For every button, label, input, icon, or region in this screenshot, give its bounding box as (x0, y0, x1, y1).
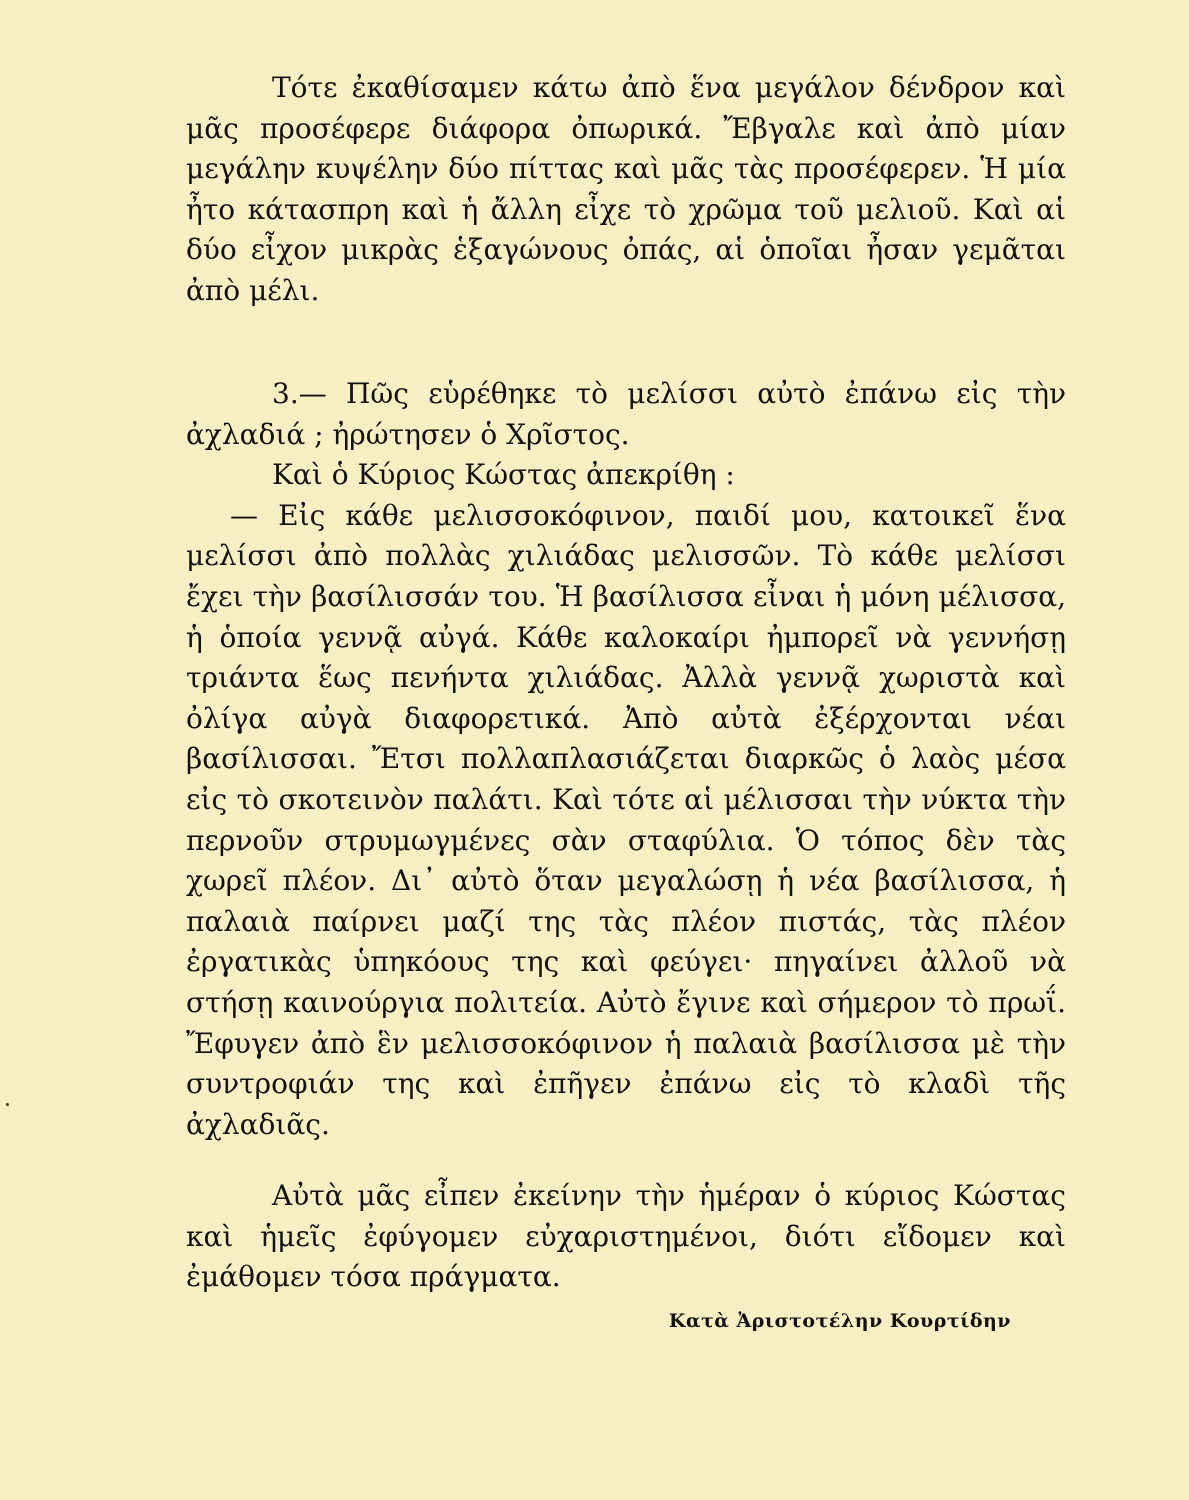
author-attribution: Κατὰ Ἀριστοτέλην Κουρτίδην (668, 1310, 1011, 1332)
paragraph-text: Τότε ἐκαθίσαμεν κάτω ἀπὸ ἕνα μεγάλον δένδρον καὶ μᾶς προσέφερε διάφορα ὀπωρικά. Ἔβγαλε καὶ ἀπὸ μίαν μεγάλην κυψέλην δύο πίττας καὶ μᾶς τὰς προσέφερεν. Ἡ μία ἦτο κάτασπρη καὶ ἡ ἄλλη εἶχε τὸ χρῶμα τοῦ μελιοῦ. Καὶ αἱ δύο εἶχον μικρὰς ἑξαγώνους ὀπάς, αἱ ὁποῖαι ἦσαν γεμᾶται ἀπὸ μέλι. (186, 71, 1066, 307)
reply-intro: Καὶ ὁ Κύριος Κώστας ἀπεκρίθη : (272, 458, 735, 492)
paragraph-opening (186, 68, 1066, 312)
explanation-paragraph: — Εἰς κάθε μελισσοκόφινον, παιδί μου, κατοικεῖ ἕνα μελίσσι ἀπὸ πολλὰς χιλιάδας μελισσῶν. Τὸ κάθε μελίσσι ἔχει τὴν βασίλισσάν του. Ἡ βασίλισσα εἶναι ἡ μόνη μέλισσα, ἡ ὁποία γεννᾷ αὐγά. Κάθε καλοκαίρι ἠμπορεῖ νὰ γεννήσῃ τριάντα ἕως πενήντα χιλιάδας. Ἀλλὰ γεννᾷ χωριστὰ καὶ ὀλίγα αὐγὰ διαφορετικά. Ἀπὸ αὐτὰ ἐξέρχονται νέαι βασίλισσαι. Ἔτσι πολλαπλασιάζεται διαρκῶς ὁ λαὸς μέσα εἰς τὸ σκοτεινὸν παλάτι. Καὶ τότε αἱ μέλισσαι τὴν νύκτα τὴν περνοῦν στρυμωγμένες σὰν σταφύλια. Ὁ τόπος δὲν τὰς χωρεῖ πλέον. Δι᾿ αὐτὸ ὅταν μεγαλώσῃ ἡ νέα βασίλισσα, ἡ παλαιὰ παίρνει μαζί της τὰς πλέον πιστάς, τὰς πλέον ἐργατικὰς ὑπηκόους της καὶ φεύγει· πηγαίνει ἀλλοῦ νὰ στήσῃ καινούργια πολιτεία. Αὐτὸ ἔγινε καὶ σήμερον τὸ πρωΐ. Ἔφυγεν ἀπὸ ἓν μελισσοκόφινον ἡ παλαιὰ βασίλισσα μὲ τὴν συντροφιάν της καὶ ἐπῆγεν ἐπάνω εἰς τὸ κλαδὶ τῆς ἀχλαδιᾶς. (186, 498, 1066, 1141)
paragraph-closing (186, 1176, 1066, 1298)
question-paragraph: 3.— Πῶς εὑρέθηκε τὸ μελίσσι αὐτὸ ἐπάνω εἰς τὴν ἀχλαδιά ; ἠρώτησεν ὁ Χρῖστος. (186, 377, 1066, 451)
paragraph-text: Αὐτὰ μᾶς εἶπεν ἐκείνην τὴν ἡμέραν ὁ κύριος Κώστας καὶ ἡμεῖς ἐφύγομεν εὐχαριστημένοι, διότι εἴδομεν καὶ ἐμάθομεν τόσα πράγματα. (186, 1179, 1066, 1294)
dialogue-section (186, 374, 1066, 1145)
scan-speck (6, 1103, 9, 1106)
